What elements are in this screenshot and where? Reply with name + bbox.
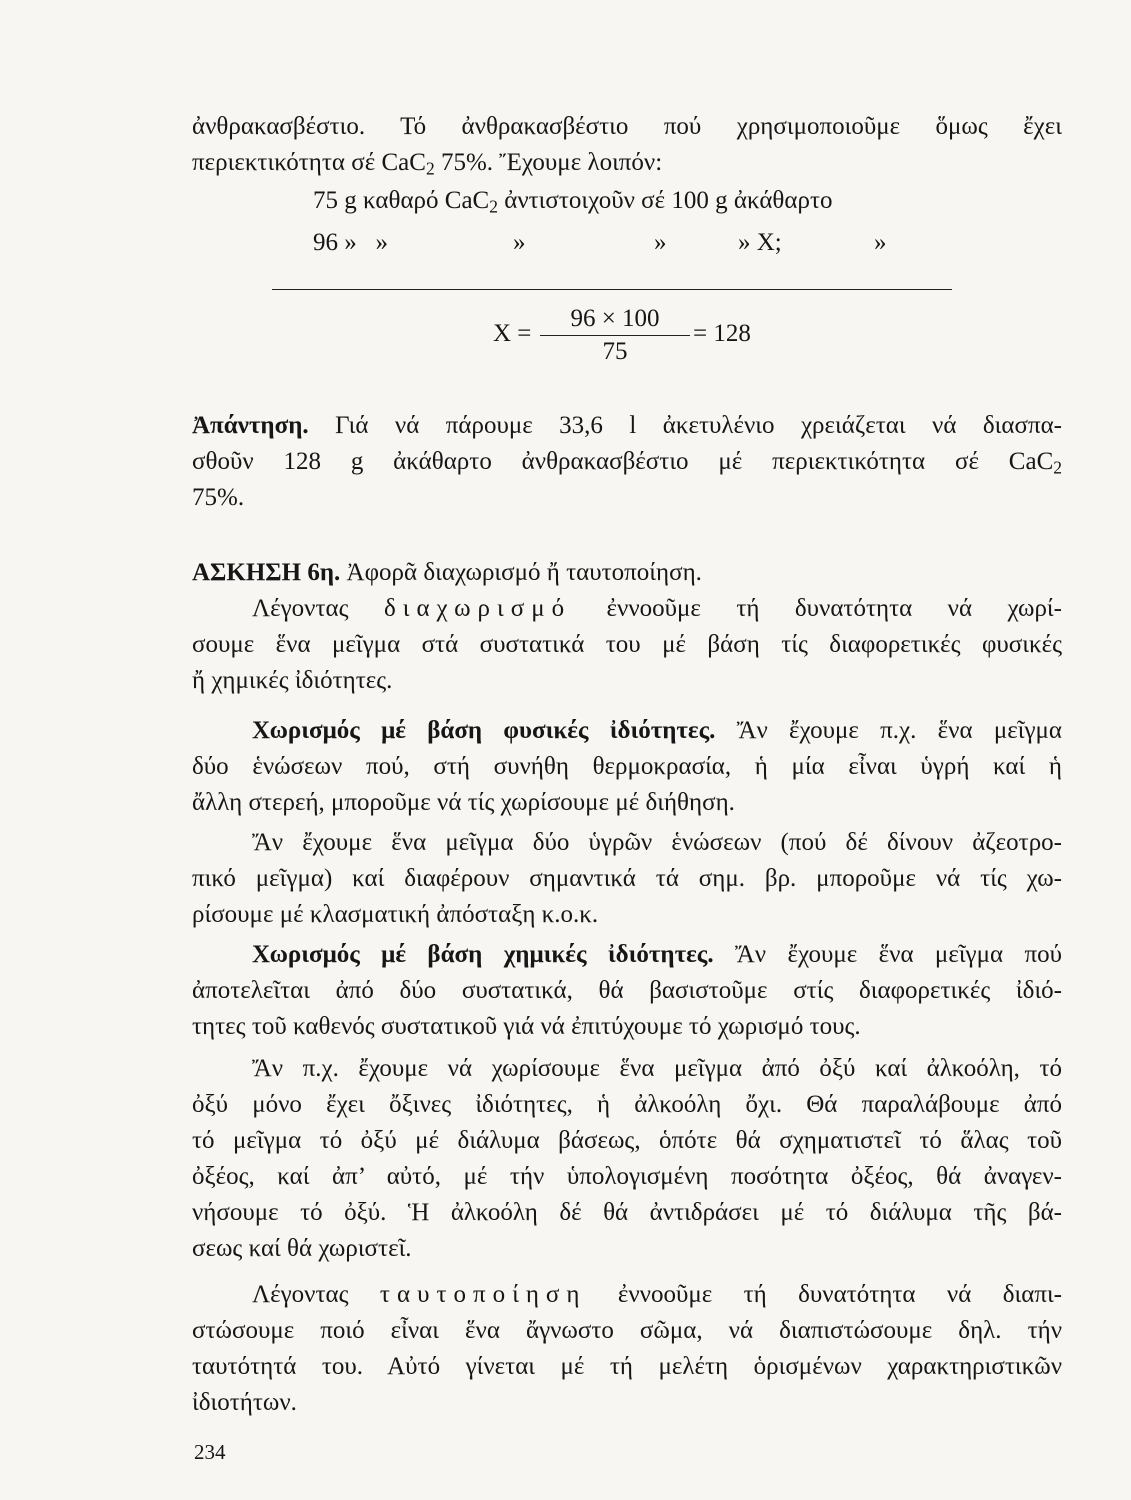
text: ταυτότητά του. Αὐτό γίνεται μέ τή μελέτη ὁρισμένων χαρακτηριστικῶν <box>192 1353 1062 1380</box>
text: 75 g καθαρό CaC <box>313 187 490 214</box>
text: πικό μεῖγμα) καί διαφέρουν σημαντικά τά σημ. βρ. μποροῦμε νά τίς χω- <box>192 865 1062 892</box>
text: σουμε ἕνα μεῖγμα στά συστατικά του μέ βάση τίς διαφορετικές φυσικές <box>192 631 1062 658</box>
text-line <box>252 1278 1062 1312</box>
text: Γιά νά πάρουμε 33,6 l ἀκετυλένιο χρειάζεται νά διασπα- <box>308 412 1062 439</box>
text-line <box>252 1052 1062 1086</box>
text: Ἄν ἔχουμε π.χ. ἕνα μεῖγμα <box>715 717 1062 744</box>
text-line <box>192 664 1062 698</box>
text-line <box>192 481 1062 515</box>
answer-label: Ἀπάντηση. <box>192 412 309 439</box>
text-line <box>192 445 1062 479</box>
subscript: 2 <box>489 196 498 217</box>
text: ἤ χημικές ἰδιότητες. <box>192 667 393 694</box>
text-line <box>192 1088 1062 1122</box>
fraction-bar <box>540 335 690 336</box>
text: τητες τοῦ καθενός συστατικοῦ γιά νά ἐπιτύχουμε τό χωρισμό τους. <box>192 1013 861 1040</box>
text: σεως καί θά χωριστεῖ. <box>192 1235 412 1262</box>
section-heading: Χωρισμός μέ βάση χημικές ἰδιότητες. <box>252 941 714 968</box>
exercise-heading <box>192 556 1062 590</box>
text: τό μεῖγμα τό ὀξύ μέ διάλυμα βάσεως, ὁπότε θά σχηματιστεῖ τό ἅλας τοῦ <box>192 1127 1062 1154</box>
text-line <box>252 714 1062 748</box>
text: ἰδιοτήτων. <box>192 1389 297 1416</box>
text-line <box>192 146 1062 180</box>
text-line <box>192 110 1062 144</box>
spaced-term: διαχωρισμό <box>383 595 572 622</box>
spaced-term: ταυτοποίηση <box>379 1281 587 1308</box>
text: 75%. <box>192 484 245 511</box>
text: σθοῦν 128 g ἀκάθαρτο ἀνθρακασβέστιο μέ περιεκτικότητα σέ CaC <box>192 448 1054 475</box>
text: Ἀφορᾶ διαχωρισμό ἤ ταυτοποίηση. <box>340 559 702 586</box>
text-line <box>192 1232 1062 1266</box>
text: ρίσουμε μέ κλασματική ἀπόσταξη κ.ο.κ. <box>192 901 599 928</box>
text: 75%. Ἔχουμε λοιπόν: <box>434 149 663 176</box>
text: ἀντιστοιχοῦν σέ 100 g ἀκάθαρτο <box>497 187 833 214</box>
text-line <box>192 1314 1062 1348</box>
calc-row-2-b: » <box>513 229 526 256</box>
text: στώσουμε ποιό εἶναι ἕνα ἄγνωστο σῶμα, νά διαπιστώσουμε δηλ. τήν <box>192 1317 1062 1344</box>
text: ὀξέος, καί ἀπ’ αὐτό, μέ τήν ὑπολογισμένη ποσότητα ὀξέος, θά ἀναγεν- <box>192 1163 1062 1190</box>
text-line <box>192 786 1062 820</box>
numerator: 96 × 100 <box>570 305 660 332</box>
calc-row-1 <box>313 184 833 218</box>
text-line <box>252 938 1062 972</box>
horizontal-rule <box>272 289 952 290</box>
text-line <box>192 628 1062 662</box>
text: Ἄν ἔχουμε ἕνα μεῖγμα πού <box>713 941 1062 968</box>
subscript: 2 <box>1053 457 1062 478</box>
text: Λέγοντας <box>252 595 384 622</box>
text: ὀξύ μόνο ἔχει ὄξινες ἰδιότητες, ἡ ἀλκοόλη ὄχι. Θά παραλάβουμε ἀπό <box>192 1091 1062 1118</box>
calc-row-2-e: » <box>874 229 887 256</box>
calc-row-2-d: » X; <box>738 229 782 256</box>
text: Λέγοντας <box>252 1281 380 1308</box>
exercise-label: ΑΣΚΗΣΗ 6η. <box>192 559 341 586</box>
text: Ἄν π.χ. ἔχουμε νά χωρίσουμε ἕνα μεῖγμα ἀπό ὀξύ καί ἀλκοόλη, τό <box>252 1055 1062 1082</box>
text: νήσουμε τό ὀξύ. Ἡ ἀλκοόλη δέ θά ἀντιδράσει μέ τό διάλυμα τῆς βά- <box>192 1199 1062 1226</box>
text-line <box>192 409 1062 443</box>
equation-lhs: X = <box>493 320 532 347</box>
equation-result: = 128 <box>693 320 751 347</box>
fraction <box>540 305 690 366</box>
page-number: 234 <box>194 1440 226 1464</box>
text-line <box>192 1386 1062 1420</box>
text-line <box>192 1010 1062 1044</box>
text: ἀποτελεῖται ἀπό δύο συστατικά, θά βασιστοῦμε στίς διαφορετικές ἰδιό- <box>192 977 1062 1004</box>
calc-row-2-c: » <box>654 229 667 256</box>
text-line <box>252 592 1062 626</box>
text-line <box>192 750 1062 784</box>
subscript: 2 <box>425 158 435 179</box>
text: ἀνθρακασβέστιο. Τό ἀνθρακασβέστιο πού χρησιμοποιοῦμε ὅμως ἔχει <box>192 113 1062 140</box>
text: δύο ἑνώσεων πού, στή συνήθη θερμοκρασία, ἡ μία εἶναι ὑγρή καί ἡ <box>192 753 1062 780</box>
text: Ἄν ἔχουμε ἕνα μεῖγμα δύο ὑγρῶν ἑνώσεων (πού δέ δίνουν ἀζεοτρο- <box>252 829 1062 856</box>
text-line <box>192 1124 1062 1158</box>
text-line <box>192 1160 1062 1194</box>
text-line <box>192 1350 1062 1384</box>
calc-row-2-a: 96 » » <box>313 229 388 256</box>
text: ἐννοοῦμε τή δυνατότητα νά χωρί- <box>571 595 1062 622</box>
text: περιεκτικότητα σέ CaC <box>192 149 426 176</box>
text-line <box>192 862 1062 896</box>
section-heading: Χωρισμός μέ βάση φυσικές ἰδιότητες. <box>252 717 716 744</box>
text-line <box>192 1196 1062 1230</box>
text: ἐννοοῦμε τή δυνατότητα νά διαπι- <box>586 1281 1062 1308</box>
text: ἄλλη στερεή, μποροῦμε νά τίς χωρίσουμε μέ διήθηση. <box>192 789 735 816</box>
text-line <box>192 974 1062 1008</box>
denominator: 75 <box>602 338 628 365</box>
text-line <box>192 898 1062 932</box>
text-line <box>252 826 1062 860</box>
